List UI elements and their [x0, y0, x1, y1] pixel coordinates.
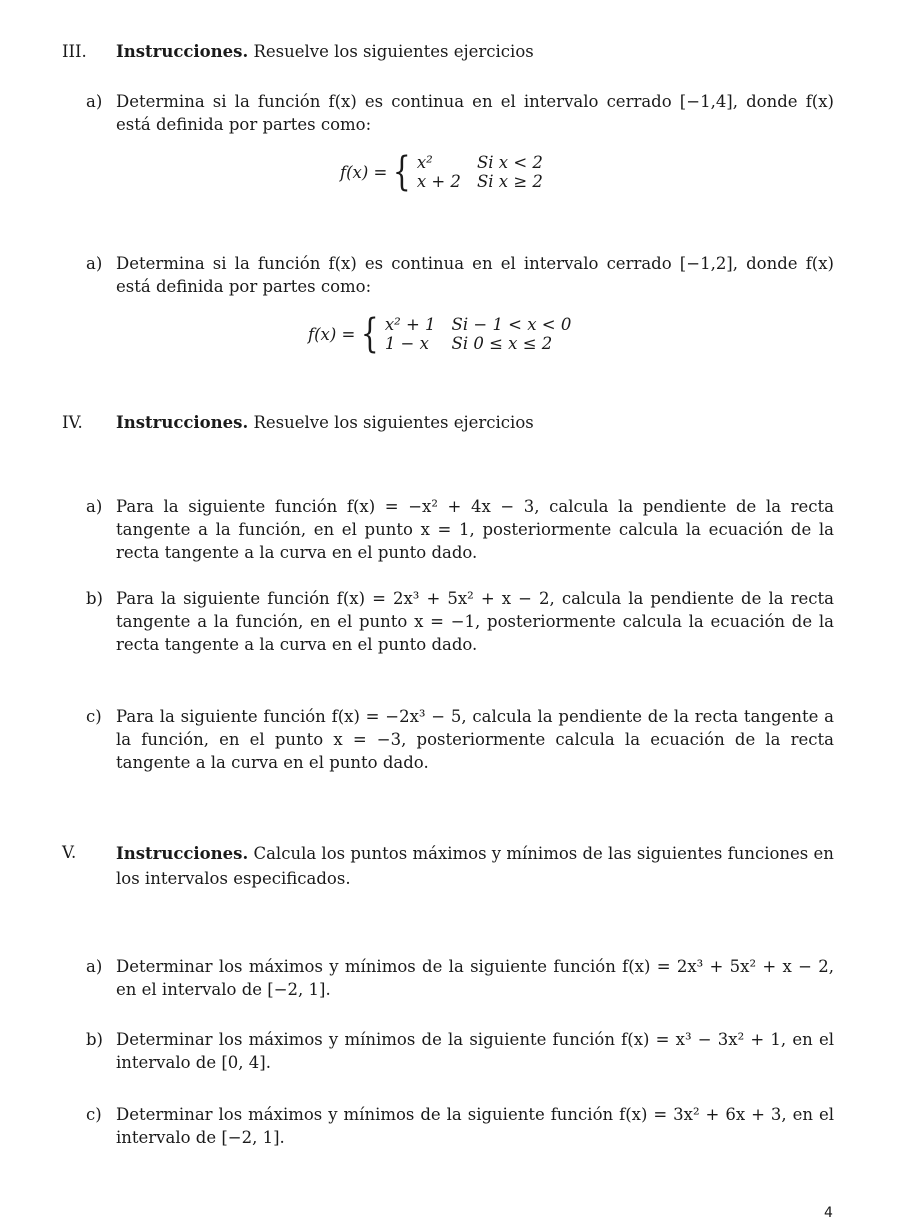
formula-lhs: f(x) = [308, 324, 356, 344]
section-v-title [116, 841, 836, 891]
section-v-heading: Instrucciones. [116, 844, 249, 863]
item-text: Determina si la función f(x) es continua en el intervalo cerrado [−1,2], donde f(x) está definida por partes como: [116, 254, 834, 296]
section-iii-text: Resuelve los siguientes ejercicios [248, 42, 534, 61]
item-label: a) [86, 497, 103, 516]
section-iii-title [116, 40, 836, 63]
piecewise-formula [340, 149, 543, 195]
cases [417, 153, 543, 191]
brace: { [393, 149, 411, 195]
item-label: c) [86, 1105, 102, 1124]
section-iv-heading: Instrucciones. [116, 413, 249, 432]
cases [385, 315, 572, 353]
section-iii-heading: Instrucciones. [116, 42, 249, 61]
case-expr: 1 − x [384, 334, 429, 353]
item-label: a) [86, 254, 103, 273]
case-expr: x + 2 [416, 172, 461, 191]
section-iii-number: III. [62, 42, 87, 61]
item-text: Para la siguiente función f(x) = 2x³ + 5x² + x − 2, calcula la pendiente de la recta tangente a la función, en el punto x = −1, posteriormente calcula la ecuación de la recta tangente a la curva en el punto dado. [116, 589, 834, 654]
page-number: 4 [824, 1205, 833, 1221]
section-iv-text: Resuelve los siguientes ejercicios [248, 413, 534, 432]
item-label: b) [86, 589, 103, 608]
case-cond: Si 0 ≤ x ≤ 2 [451, 334, 553, 353]
section-v-text: Calcula los puntos máximos y mínimos de las siguientes funciones en los intervalos especificados. [116, 844, 834, 888]
item-label: a) [86, 92, 103, 111]
case-expr: x² + 1 [384, 315, 436, 334]
item-text: Determinar los máximos y mínimos de la siguiente función f(x) = x³ − 3x² + 1, en el intervalo de [0, 4]. [116, 1030, 834, 1072]
item-text: Para la siguiente función f(x) = −x² + 4x − 3, calcula la pendiente de la recta tangente a la función, en el punto x = 1, posteriormente calcula la ecuación de la recta tangente a la curva en el punto dado. [116, 497, 834, 562]
item-text: Determina si la función f(x) es continua en el intervalo cerrado [−1,4], donde f(x) está definida por partes como: [116, 92, 834, 134]
item-text: Determinar los máximos y mínimos de la siguiente función f(x) = 2x³ + 5x² + x − 2, en el intervalo de [−2, 1]. [116, 957, 834, 999]
item-label: b) [86, 1030, 103, 1049]
piecewise-formula [308, 311, 572, 357]
item-text: Para la siguiente función f(x) = −2x³ − 5, calcula la pendiente de la recta tangente a la función, en el punto x = −3, posteriormente calcula la ecuación de la recta tangente a la curva en el punto dado. [116, 707, 834, 772]
case-expr: x² [416, 153, 433, 172]
case-cond: Si x ≥ 2 [476, 172, 543, 191]
case-cond: Si x < 2 [476, 153, 543, 172]
item-label: a) [86, 957, 103, 976]
brace: { [361, 311, 379, 357]
item-text: Determinar los máximos y mínimos de la siguiente función f(x) = 3x² + 6x + 3, en el intervalo de [−2, 1]. [116, 1105, 834, 1147]
item-label: c) [86, 707, 102, 726]
section-v-number: V. [62, 843, 77, 862]
section-iv-title [116, 411, 836, 434]
formula-lhs: f(x) = [340, 162, 388, 182]
case-cond: Si − 1 < x < 0 [451, 315, 572, 334]
section-iv-number: IV. [62, 413, 83, 432]
